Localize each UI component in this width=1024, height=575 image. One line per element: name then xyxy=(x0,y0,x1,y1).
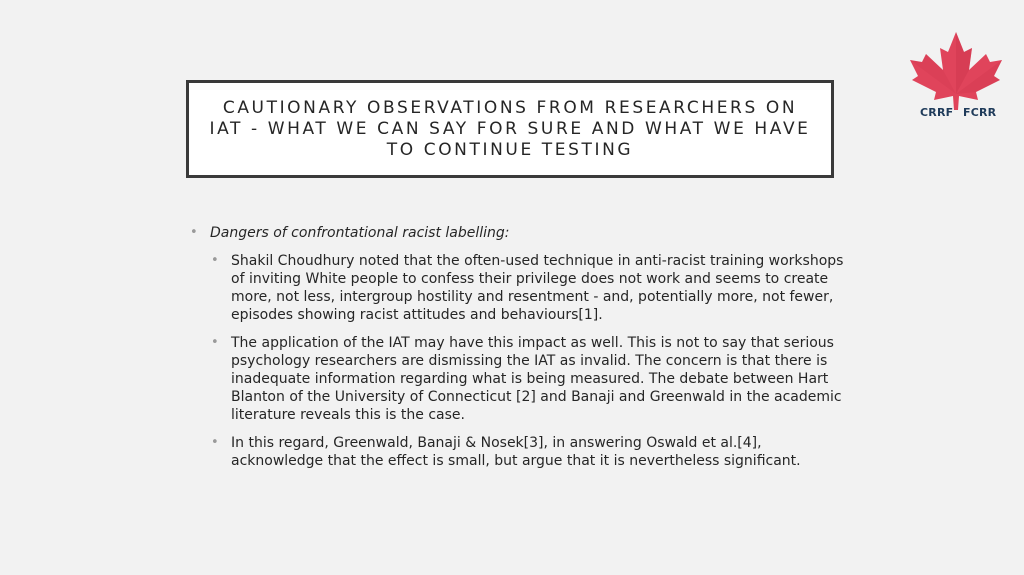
bullet-icon: • xyxy=(211,335,219,350)
slide-title: CAUTIONARY OBSERVATIONS FROM RESEARCHERS ON IAT - WHAT WE CAN SAY FOR SURE AND WHAT WE HAVE TO CONTINUE TESTING xyxy=(209,97,811,160)
list-item-text: Shakil Choudhury noted that the often-used technique in anti-racist training workshops of inviting White people to confess their privilege does not work and seems to create more, not less, intergroup hostility and resentment - and, potentially more, not fewer, episodes showing racist attitudes and behaviours[1]. xyxy=(231,253,844,323)
logo-text-crrf: CRRF xyxy=(920,106,954,119)
crrf-fcrr-logo xyxy=(906,30,1006,122)
list-item xyxy=(190,252,850,324)
body-content xyxy=(190,224,850,480)
list-item-text: In this regard, Greenwald, Banaji & Nosek[3], in answering Oswald et al.[4], acknowledge that the effect is small, but argue that it is nevertheless significant. xyxy=(231,435,801,469)
list-item xyxy=(190,334,850,424)
bullet-icon: • xyxy=(211,435,219,450)
logo-text-fcrr: FCRR xyxy=(963,106,997,119)
title-box xyxy=(186,80,834,178)
list-item-text: The application of the IAT may have this impact as well. This is not to say that serious psychology researchers are dismissing the IAT as invalid. The concern is that there is inadequate information regarding what is being measured. The debate between Hart Blanton of the University of Connecticut [2] and Banaji and Greenwald in the academic literature reveals this is the case. xyxy=(231,335,842,423)
bullet-icon: • xyxy=(211,253,219,268)
bullet-heading-row xyxy=(190,224,850,242)
sub-bullet-list xyxy=(190,252,850,470)
maple-leaf-icon xyxy=(906,30,1006,110)
list-item xyxy=(190,434,850,470)
bullet-icon: • xyxy=(190,225,198,240)
bullet-heading: Dangers of confrontational racist labelling: xyxy=(210,225,510,241)
